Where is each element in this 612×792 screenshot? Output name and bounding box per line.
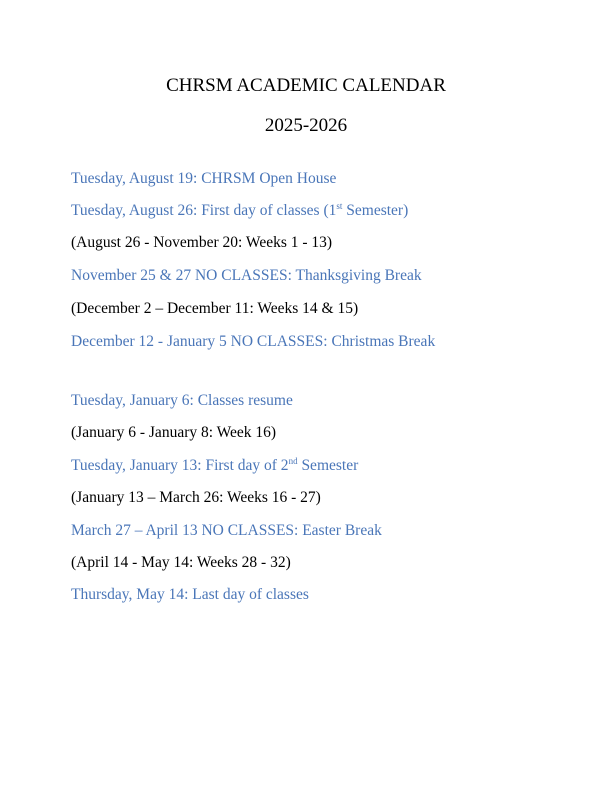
- ordinal-suffix: nd: [288, 456, 298, 466]
- entry-thanksgiving-break: November 25 & 27 NO CLASSES: Thanksgiving Break: [71, 267, 422, 284]
- entry-last-day: Thursday, May 14: Last day of classes: [71, 586, 309, 603]
- ordinal-suffix: st: [336, 201, 343, 211]
- entry-weeks-14-15: (December 2 – December 11: Weeks 14 & 15): [71, 300, 359, 317]
- entry-classes-resume: Tuesday, January 6: Classes resume: [71, 392, 293, 409]
- entry-second-semester-tail: Semester: [297, 457, 359, 474]
- entry-weeks-28-32: (April 14 - May 14: Weeks 28 - 32): [71, 554, 291, 571]
- entry-week-16: (January 6 - January 8: Week 16): [71, 424, 277, 441]
- page-title: CHRSM ACADEMIC CALENDAR: [166, 75, 446, 96]
- entry-christmas-break: December 12 - January 5 NO CLASSES: Christmas Break: [71, 333, 436, 350]
- entry-open-house: Tuesday, August 19: CHRSM Open House: [71, 170, 337, 187]
- entry-second-semester-text: Tuesday, January 13: First day of 2: [71, 457, 289, 474]
- entry-first-day-text: Tuesday, August 26: First day of classes (1: [71, 202, 337, 219]
- entry-easter-break: March 27 – April 13 NO CLASSES: Easter Break: [71, 522, 382, 539]
- entry-second-semester: [71, 458, 358, 474]
- entry-first-day-classes: [71, 203, 408, 219]
- entry-weeks-1-13: (August 26 - November 20: Weeks 1 - 13): [71, 234, 333, 251]
- academic-year: 2025-2026: [264, 115, 348, 136]
- entry-weeks-16-27: (January 13 – March 26: Weeks 16 - 27): [71, 489, 321, 506]
- entry-first-day-tail: Semester): [342, 202, 409, 219]
